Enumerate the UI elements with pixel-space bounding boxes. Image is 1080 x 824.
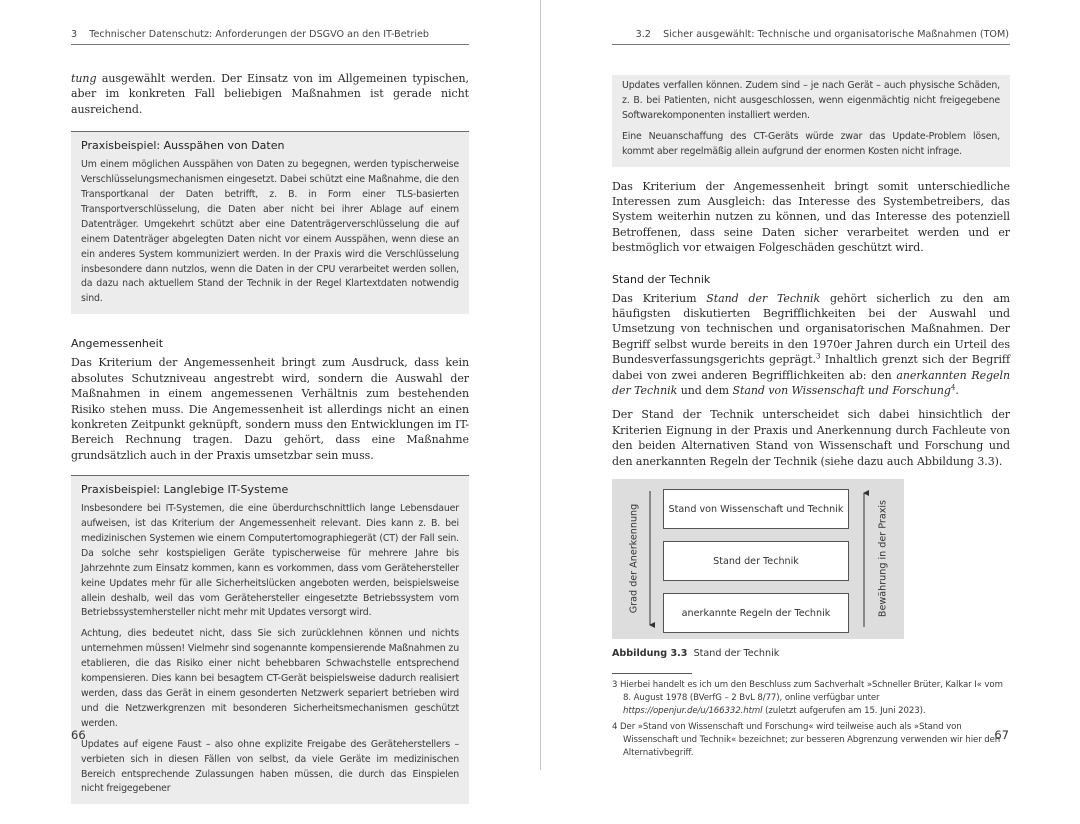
example-box-text: Um einem möglichen Ausspähen von Daten zu begegnen, werden typischerweise Verschlüsselungsmechanismen eingesetzt. Dabei schützt eine Maßnahme, die den Transportkanal der Daten betrifft, z. B. in Form einer TLS-basierten Transportverschlüsselung, die Daten aber nicht bei ihrer Ablage auf einem Datenträger. Umgekehrt schützt aber eine Datenträgerverschlüsselung die auf einem Datenträger abgelegten Daten nicht vor einem Ausspähen, wenn diese an ein anderes System kommuniziert werden. In der Praxis wird die Verschlüsselung insbesondere dann nutzlos, wenn die Daten in der CPU verarbeitet werden sollen, da dazu nach aktuellem Stand der Technik in der Regel Klartextdaten notwendig sind. xyxy=(81,159,459,305)
left-page xyxy=(0,0,540,795)
example-box-title: Praxisbeispiel: Langlebige IT-Systeme xyxy=(81,483,289,497)
figure-box-stand-der-technik: Stand der Technik xyxy=(663,541,849,581)
footnote-ref-3[interactable]: 3 xyxy=(815,352,821,361)
footnote-4: 4 Der »Stand von Wissenschaft und Forschung« wird teilweise auch als »Stand von Wissenschaft und Technik« bezeichnet; zur besseren Abgrenzung verwenden wir hier den Alternativbegriff. xyxy=(612,722,1001,759)
intro-paragraph xyxy=(71,71,469,117)
example-box-long-lived-systems xyxy=(71,475,469,804)
example-box-paragraph: Eine Neuanschaffung des CT-Geräts würde zwar das Update-Problem lösen, kommt aber regelmäßig allein aufgrund der enormen Kosten nicht infrage. xyxy=(622,130,1000,157)
right-page xyxy=(540,0,1080,770)
section-heading-stand-der-technik: Stand der Technik xyxy=(612,272,711,286)
comparison-paragraph: Der Stand der Technik unterscheidet sich dabei hinsichtlich der Kriterien Eignung in der Praxis und Anerkennung durch Fachleute von den beiden Alternativen Stand von Wissenschaft und Forschung und den anerkannten Regeln der Technik (siehe dazu auch Abbildung 3.3). xyxy=(612,408,1010,468)
header-rule-right xyxy=(612,44,1010,45)
page-number-left: 66 xyxy=(71,728,86,742)
example-box-paragraph: Insbesondere bei IT-Systemen, die eine überdurchschnittlich lange Lebensdauer aufweisen, ist das Kriterium der Angemessenheit relevant. Dies kann z. B. bei medizinischen Systemen wie einem Computertomographiegerät (CT) der Fall sein. Da solche sehr kostspieligen Geräte typischerweise für mehrere Jahre bis Jahrzehnte zum Einsatz kommen, kann es vorkommen, dass vom Gerätehersteller keine Updates mehr für alle Sicherheitslücken angeboten werden, beispielsweise allein deshalb, weil das vom Gerätehersteller eingesetzte Betriebssystem vom Betriebssystemhersteller nicht mehr mit Updates versorgt wird. xyxy=(81,503,459,619)
balance-paragraph: Das Kriterium der Angemessenheit bringt somit unterschiedliche Interessen zum Ausgleich: das Interesse des Systembetreibers, das System weiterhin nutzen zu können, und das Interesse des potenziell Betroffenen, dass seine Daten sicher verarbeitet werden und er bestmöglich vor etwaigen Folgeschäden geschützt wird. xyxy=(612,179,1010,255)
axis-label-bewaehrung: Bewährung in der Praxis xyxy=(877,499,889,618)
angemessenheit-paragraph: Das Kriterium der Angemessenheit bringt zum Ausdruck, dass kein absolutes Schutzniveau angestrebt wird, sondern die Auswahl der Maßnahmen in einem angemessenen Verhältnis zum bestehenden Risiko stehen muss. Die Angemessenheit ist allerdings nicht an einen konkreten Zeitpunkt geknüpft, sondern muss den Entwicklungen im IT-Bereich Rechnung tragen. Dazu gehört, dass eine Maßnahme grundsätzlich auch in der Praxis umsetzbar sein muss. xyxy=(71,356,469,462)
running-head-right: 3.2 Sicher ausgewählt: Technische und organisatorische Maßnahmen (TOM) xyxy=(635,29,1009,40)
figure-box-anerkannte-regeln: anerkannte Regeln der Technik xyxy=(663,593,849,633)
header-rule-left xyxy=(71,44,469,45)
footnote-link[interactable]: https://openjur.de/u/166332.html xyxy=(623,706,763,717)
footnote-ref-4[interactable]: 4 xyxy=(950,383,956,392)
footnote-3: 3 Hierbei handelt es ich um den Beschluss zum Sachverhalt »Schneller Brüter, Kalkar I« vom 8. August 1978 (BVerfG – 2 BvL 8/77), online verfügbar unter https://openjur.de/u/166332.html (zuletzt aufgerufen am 15. Juni 2023). xyxy=(612,680,1003,717)
figure-arrows xyxy=(612,479,904,639)
page-number-right: 67 xyxy=(994,728,1009,742)
left-content xyxy=(71,71,469,824)
example-box-paragraph: Achtung, dies bedeutet nicht, dass Sie sich zurücklehnen können und nichts unternehmen müssen! Vielmehr sind sogenannte kompensierende Maßnahmen zu etablieren, die das Risiko einer nicht behebbaren Schwachstelle entsprechend kompensieren. Dies kann bei besagtem CT-Gerät beispielsweise dadurch realisiert werden, dass das Gerät in einem gesonderten Netzwerk separiert betrieben wird und die Netzwerkgrenzen mit besonderen Sicherheitsmechanismen geschützt werden. xyxy=(81,628,459,729)
example-box-continued xyxy=(612,75,1010,167)
right-content xyxy=(612,75,1010,760)
intro-italic: tung xyxy=(71,72,97,85)
figure-stand-der-technik xyxy=(612,479,904,639)
section-heading-angemessenheit: Angemessenheit xyxy=(71,337,164,351)
stand-der-technik-paragraph: Das Kriterium Stand der Technik gehört sicherlich zu den am häufigsten diskutierten Begrifflichkeiten bei der Auswahl und Umsetzung von technischen und organisatorischen Maßnahmen. Der Begriff selbst wurde bereits in den 1970er Jahren durch ein Urteil des Bundesverfassungsgerichts geprägt.$^3$ Inhaltlich grenzt sich der Begriff dabei von zwei anderen Begrifflichkeiten ab: den anerkannten Regeln der Technik und dem Stand von Wissenschaft und Forschung$^4$. xyxy=(612,291,1010,397)
example-box-paragraph: Updates verfallen können. Zudem sind – je nach Gerät – auch physische Schäden, z. B. bei Patienten, nicht ausgeschlossen, wenn eigenmächtig nicht freigegebene Softwarekomponenten installiert werden. xyxy=(622,80,1000,121)
axis-label-anerkennung: Grad der Anerkennung xyxy=(628,503,640,614)
example-box-title: Praxisbeispiel: Ausspähen von Daten xyxy=(81,139,285,153)
figure-box-wissenschaft: Stand von Wissenschaft und Technik xyxy=(663,489,849,529)
example-box-data-spying xyxy=(71,131,469,314)
figure-caption: Abbildung 3.3 Stand der Technik xyxy=(612,648,780,660)
footnote-rule xyxy=(612,673,692,674)
running-head-left: 3 Technischer Datenschutz: Anforderungen der DSGVO an den IT-Betrieb xyxy=(71,29,429,40)
intro-text: ausgewählt werden. Der Einsatz von im Allgemeinen typischen, aber im konkreten Fall beliebigen Maßnahmen ist gerade nicht ausreichend. xyxy=(71,72,469,116)
example-box-paragraph: Updates auf eigene Faust – also ohne explizite Freigabe des Geräteherstellers – verbieten sich in diesen Fällen von selbst, da viele Geräte im medizinischen Bereich entsprechende Zulassungen haben müssen, die durch das Einspielen nicht freigegebener xyxy=(81,738,459,795)
